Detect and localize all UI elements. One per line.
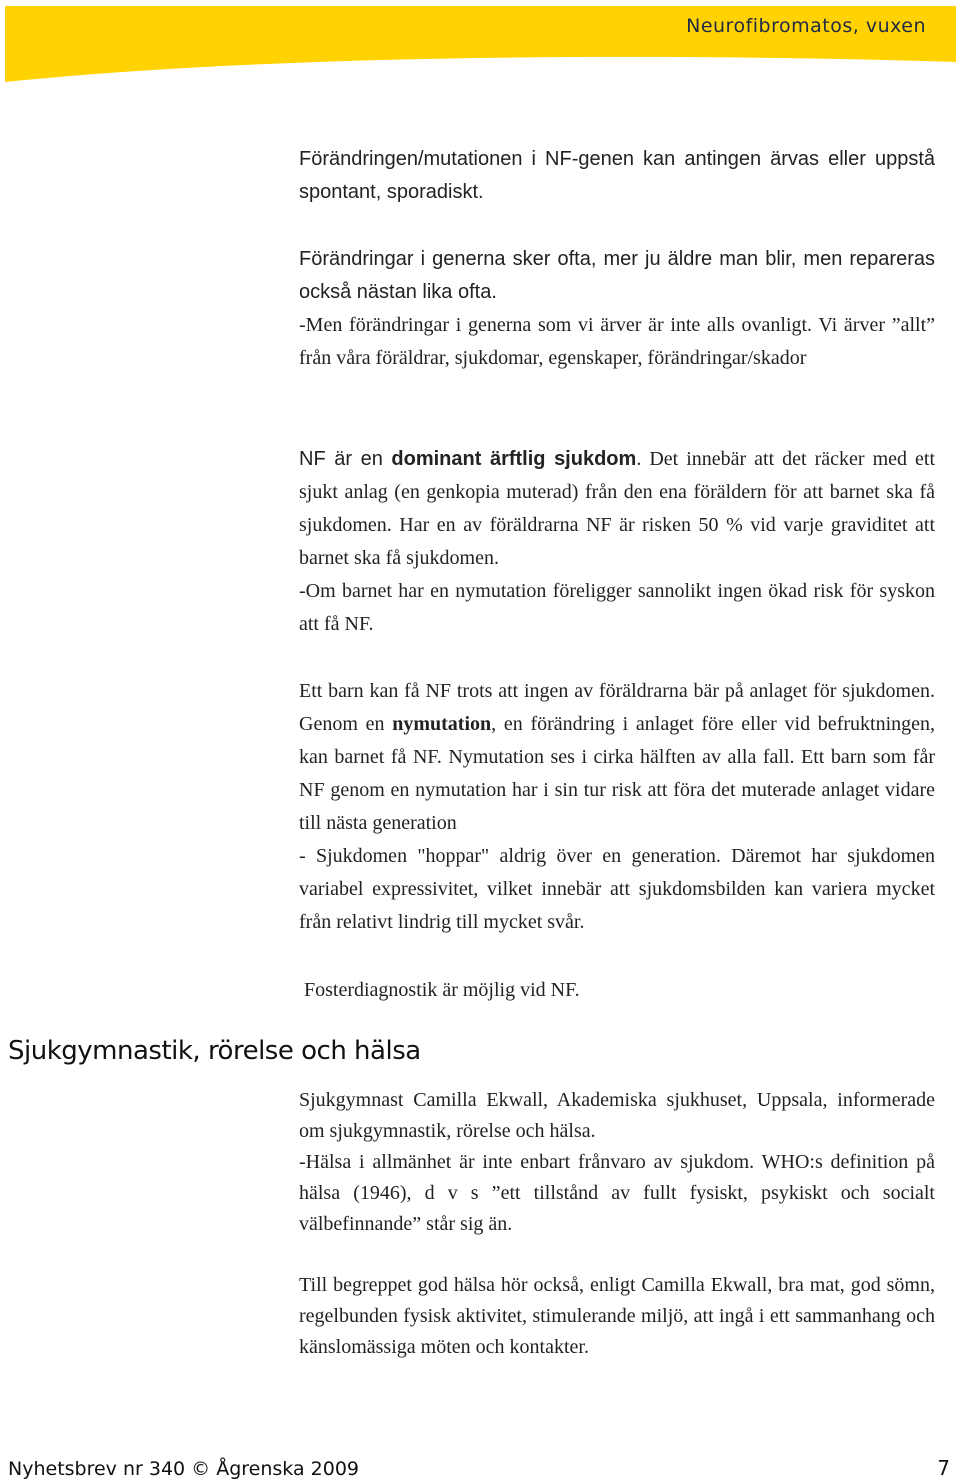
article-block-5 xyxy=(299,974,935,1007)
paragraph-generation: - Sjukdomen "hoppar" aldrig över en generation. Däremot har sjukdomen variabel expressivitet, vilket innebär att sjukdomsbilden kan variera mycket från relativt lindrig till mycket svår. xyxy=(299,845,935,933)
paragraph-changes: Förändringar i generna sker ofta, mer ju äldre man blir, men repareras också nästan lika ofta. xyxy=(299,248,935,303)
paragraph-physio: Sjukgymnast Camilla Ekwall, Akademiska sjukhuset, Uppsala, informerade om sjukgymnastik, rörelse och hälsa. xyxy=(299,1089,935,1142)
text-run: Ett barn kan få NF trots att ingen av föräldrarna bär på anlaget för sjukdomen. Genom en xyxy=(299,680,935,735)
paragraph-siblings: -Om barnet har en nymutation föreligger sannolikt ingen ökad risk för syskon att få NF. xyxy=(299,580,935,635)
paragraph-inherit: -Men förändringar i generna som vi ärver är inte alls ovanligt. Vi ärver ”allt” från våra föräldrar, sjukdomar, egenskaper, förändringar/skador xyxy=(299,314,935,369)
header-banner xyxy=(0,0,960,90)
article-block-1 xyxy=(299,143,935,209)
article-block-4 xyxy=(299,675,935,939)
article-block-2 xyxy=(299,243,935,375)
paragraph-who: -Hälsa i allmänhet är inte enbart frånvaro av sjukdom. WHO:s definition på hälsa (1946), d v s ”ett tillstånd av fullt fysiskt, psykiskt och socialt välbefinnande” står sig än. xyxy=(299,1151,935,1235)
header-title: Neurofibromatos, vuxen xyxy=(686,15,926,37)
section-heading: Sjukgymnastik, rörelse och hälsa xyxy=(8,1036,421,1066)
bold-term-nymutation: nymutation xyxy=(392,713,492,735)
paragraph-dominant xyxy=(299,443,935,575)
paragraph-good-health: Till begreppet god hälsa hör också, enligt Camilla Ekwall, bra mat, god sömn, regelbunden fysisk aktivitet, stimulerande miljö, att ingå i ett sammanhang och känslomässiga möten och kontakter. xyxy=(299,1274,935,1358)
footer-newsletter: Nyhetsbrev nr 340 © Ågrenska 2009 xyxy=(8,1458,359,1480)
paragraph-nymutation xyxy=(299,675,935,840)
paragraph-mutation: Förändringen/mutationen i NF-genen kan antingen ärvas eller uppstå spontant, sporadiskt. xyxy=(299,148,935,203)
page-number: 7 xyxy=(937,1456,950,1480)
paragraph-fosterdiagnostik: Fosterdiagnostik är möjlig vid NF. xyxy=(299,979,580,1001)
article-block-3 xyxy=(299,443,935,641)
text-run: , en förändring i anlaget före eller vid befruktningen, kan barnet få NF. Nymutation ses i cirka hälften av alla fall. Ett barn som får NF genom en nymutation har i sin tur risk att föra det muterade anlaget vidare till nästa generation xyxy=(299,713,935,834)
text-run: . Det innebär att det räcker med ett sjukt anlag (en genkopia muterad) från den ena föräldern för att barnet ska få sjukdomen. Har en av föräldrarna NF är risken 50 % vid varje graviditet att barnet ska få sjukdomen. xyxy=(299,448,936,569)
bold-term-dominant: dominant ärftlig sjukdom xyxy=(391,448,637,470)
text-run: NF är en xyxy=(299,448,392,470)
article-block-6 xyxy=(299,1085,935,1240)
article-block-7 xyxy=(299,1270,935,1363)
banner-swoosh-shape xyxy=(0,0,960,90)
